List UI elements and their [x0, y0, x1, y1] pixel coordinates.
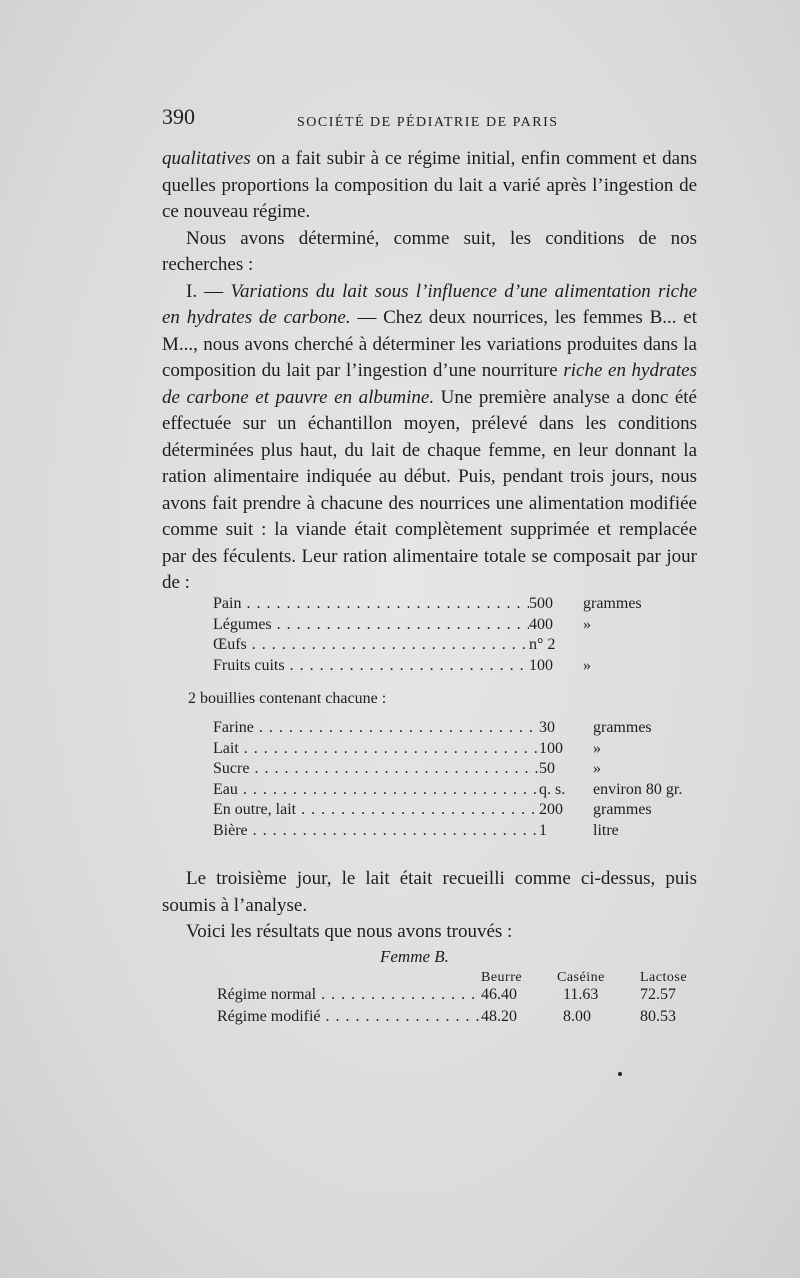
diet-item-name: En outre, lait . . .	[213, 800, 539, 821]
diet-item	[213, 718, 682, 739]
page-header	[162, 104, 702, 134]
diet-item-name: Œufs . . .	[213, 635, 529, 656]
diet-item-quantity: 100	[529, 656, 553, 674]
diet-item-name: Sucre . . .	[213, 759, 539, 780]
diet-item-quantity: 500	[529, 595, 553, 612]
diet-item	[213, 759, 682, 780]
cell-value: 8.00	[563, 1008, 591, 1025]
text-segment: Nous avons déterminé, comme suit, les conditions de nos recherches :	[162, 227, 697, 275]
diet-item	[213, 635, 642, 656]
cell-value: 80.53	[640, 1008, 676, 1025]
text-segment: — Chez deux nourrices, les femmes B... et M..., nous avons cherché à déterminer les variations produites dans la composition du lait par l’ingestion d’une nourriture	[162, 307, 697, 381]
italic-text: Variations du lait sous l’influence d’une alimentation riche en hydrates de carbone.	[162, 280, 698, 328]
diet-item-quantity: 50	[539, 760, 555, 777]
closing-paragraphs	[162, 866, 697, 946]
diet-item-quantity: n° 2	[529, 636, 556, 653]
diet-list-1	[213, 594, 642, 676]
diet-item-quantity: 400	[529, 615, 553, 633]
text-segment: on a fait subir à ce régime initial, enfin comment et dans quelles proportions la composition du lait a varié après l’ingestion de ce nouveau régime.	[162, 148, 697, 222]
diet-item-name: Légumes . . .	[213, 615, 529, 636]
ink-speck	[618, 1072, 622, 1076]
diet-item-name: Pain . . .	[213, 594, 529, 615]
diet-item	[213, 594, 642, 615]
diet-item-name: Fruits cuits . . .	[213, 656, 529, 677]
diet-item-unit: grammes	[593, 719, 652, 736]
text-segment: Une première analyse a donc été effectuée sur un échantillon moyen, prélevé dans les conditions déterminées plus haut, du lait de chaque femme, en leur donnant la ration alimentaire indiquée au début. Puis, pendant trois jours, nous avons fait prendre à chacune des nourrices une alimentation modifiée comme suit : la viande était complètement supprimée et remplacée par des féculents. Leur ration alimentaire totale se composait par jour de :	[162, 386, 697, 593]
diet-item-quantity: 200	[539, 801, 563, 818]
diet-item-quantity: q. s.	[539, 780, 566, 798]
diet-item-unit: »	[583, 615, 591, 633]
bouillies-intro: 2 bouillies contenant chacune :	[188, 690, 387, 707]
table-caption: Femme B.	[380, 947, 449, 966]
italic-text: qualitatives	[162, 148, 251, 169]
cell-value: 48.20	[481, 1008, 517, 1025]
diet-item-quantity: 100	[539, 739, 563, 757]
page-number: 390	[162, 104, 195, 129]
diet-item-quantity: 1	[539, 821, 547, 839]
diet-item-unit: »	[593, 760, 601, 777]
diet-item-name: Farine . . .	[213, 718, 539, 739]
diet-item-name: Lait . . .	[213, 739, 539, 760]
diet-item	[213, 615, 642, 636]
paragraph-1	[162, 146, 697, 226]
diet-list-2	[213, 718, 682, 841]
diet-item-unit: »	[593, 739, 601, 757]
diet-item-unit: »	[583, 656, 591, 674]
running-title: SOCIÉTÉ DE PÉDIATRIE DE PARIS	[297, 115, 559, 130]
diet-item	[213, 821, 682, 842]
paragraph-third-day: Le troisième jour, le lait était recueilli comme ci-dessus, puis soumis à l’analyse.	[162, 868, 697, 916]
diet-item-name: Eau . . .	[213, 780, 539, 801]
italic-text: riche en hydrates de carbone et pauvre en albumine.	[162, 360, 697, 408]
diet-item-unit: litre	[593, 821, 619, 839]
diet-item-quantity: 30	[539, 719, 555, 736]
row-label: Régime modifié . . .	[217, 1008, 482, 1026]
diet-item	[213, 739, 682, 760]
column-header: Lactose	[640, 970, 688, 985]
paragraph-2	[162, 226, 697, 279]
paragraph-results-intro: Voici les résultats que nous avons trouvés :	[186, 921, 513, 942]
row-label: Régime normal . . .	[217, 986, 482, 1004]
cell-value: 11.63	[563, 986, 599, 1003]
body-text	[162, 146, 697, 597]
diet-item	[213, 780, 682, 801]
diet-item-unit: grammes	[583, 595, 642, 612]
diet-item	[213, 800, 682, 821]
column-header: Caséine	[557, 970, 605, 985]
text-segment: I. —	[186, 280, 231, 302]
diet-item	[213, 656, 642, 677]
diet-item-name: Bière . . .	[213, 821, 539, 842]
column-header: Beurre	[481, 970, 523, 985]
paragraph-3	[162, 279, 697, 597]
diet-item-unit: environ 80 gr.	[593, 780, 683, 798]
cell-value: 72.57	[640, 986, 676, 1003]
diet-item-unit: grammes	[593, 801, 652, 818]
cell-value: 46.40	[481, 986, 517, 1003]
